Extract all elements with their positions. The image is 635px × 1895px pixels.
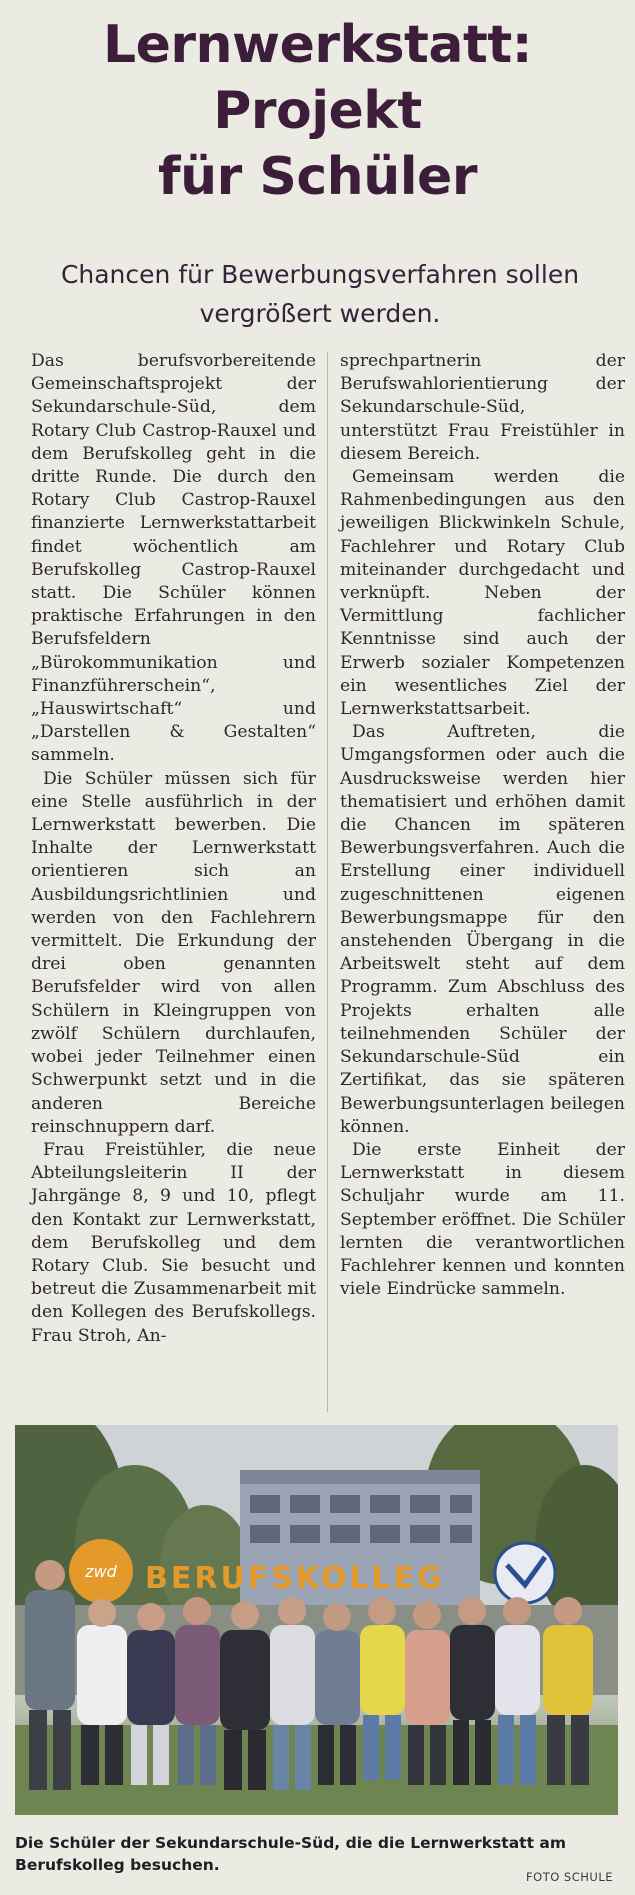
sign-text: BERUFSKOLLEG [145, 1561, 445, 1596]
paragraph: sprechpartnerin der Berufswahlorientierung der Sekundarschule-Süd, unterstützt Frau Freistühler in diesem Bereich. [340, 351, 625, 464]
paragraph: Das Auftreten, die Umgangsformen oder auch die Ausdrucksweise werden hier thematisiert und erhöhen damit die Chancen im späteren Bewerbungsverfahren. Auch die Erstellung einer individuell zugeschnittenen eigenen Bewerbungsmappe für den anstehenden Übergang in die Arbeitswelt steht auf dem Programm. Zum Abschluss des Projekts erhalten alle teilnehmenden Schüler der Sekundarschule-Süd ein Zertifikat, das sie späteren Bewerbungsunterlagen beilegen können. [340, 722, 625, 1137]
photo-caption: Die Schüler der Sekundarschule-Süd, die die Lernwerkstatt am Berufskolleg besuchen. [15, 1834, 566, 1874]
paragraph: Die Schüler müssen sich für eine Stelle ausführlich in der Lernwerkstatt bewerben. Die Inhalte der Lernwerkstatt orientieren sich an Ausbildungsrichtlinien und werden von den Fachlehrern vermittelt. Die Erkundung der drei oben genannten Berufsfelder wird von allen Schülern in Kleingruppen von zwölf Schülern durchlaufen, wobei jeder Teilnehmer einen Schwerpunkt setzt und in die anderen Bereiche reinschnuppern darf. [31, 768, 316, 1137]
text-column-left [31, 350, 316, 1348]
paragraph: Die erste Einheit der Lernwerkstatt in diesem Schuljahr wurde am 11. September eröffnet. Die Schüler lernten die verantwortlichen Fachlehrer kennen und konnten viele Eindrücke sammeln. [340, 1139, 625, 1300]
text-column-right [340, 350, 625, 1301]
logo-text: zwd [85, 1562, 117, 1581]
paragraph: Das berufsvorbereitende Gemeinschaftsprojekt der Sekundarschule-Süd, dem Rotary Club Castrop-Rauxel und dem Berufskolleg geht in die dritte Runde. Die durch den Rotary Club Castrop-Rauxel finanzierte Lernwerkstattarbeit findet wöchentlich am Berufskolleg Castrop-Rauxel statt. Die Schüler können praktische Erfahrungen in den Berufsfeldern „Bürokommunikation und Finanzführerschein“, „Hauswirtschaft“ und „Darstellen & Gestalten“ sammeln. [31, 351, 316, 766]
article-subheadline: Chancen für Bewerbungsverfahren sollen vergrößert werden. [60, 260, 580, 328]
paragraph: Frau Freistühler, die neue Abteilungsleiterin II der Jahrgänge 8, 9 und 10, pflegt den Kontakt zur Lernwerkstatt, dem Berufskolleg und dem Rotary Club. Sie besucht und betreut die Zusammenarbeit mit den Kollegen des Berufskollegs. Frau Stroh, An- [31, 1139, 316, 1346]
headline-line: Projekt [213, 81, 422, 141]
photo-credit: FOTO SCHULE [526, 1870, 613, 1884]
photo-illustration [15, 1425, 618, 1815]
column-divider [327, 352, 328, 1412]
headline-line: für Schüler [158, 147, 477, 207]
article-headline [0, 12, 635, 210]
headline-line: Lernwerkstatt: [102, 15, 532, 75]
group-photo [15, 1425, 618, 1815]
paragraph: Gemeinsam werden die Rahmenbedingungen aus den jeweiligen Blickwinkeln Schule, Fachlehrer und Rotary Club miteinander durchgedacht und verknüpft. Neben der Vermittlung fachlicher Kenntnisse sind auch der Erwerb sozialer Kompetenzen ein wesentliches Ziel der Lernwerkstattsarbeit. [340, 467, 625, 720]
